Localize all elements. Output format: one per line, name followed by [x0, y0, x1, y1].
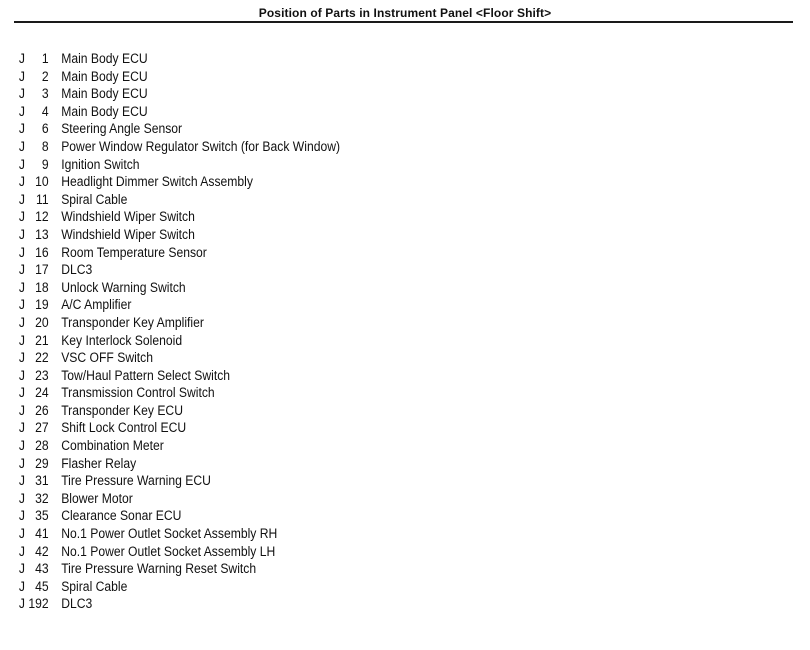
- connector-number: 26: [35, 402, 49, 418]
- part-name: Main Body ECU: [61, 51, 148, 66]
- connector-number: 10: [35, 174, 49, 190]
- part-name: Windshield Wiper Switch: [61, 209, 195, 225]
- connector-number: 20: [35, 314, 49, 330]
- title-divider: [14, 21, 793, 23]
- connector-number: 13: [35, 226, 49, 242]
- part-name: Unlock Warning Switch: [61, 279, 186, 295]
- connector-number: 11: [35, 191, 49, 207]
- connector-number: 18: [35, 279, 49, 295]
- part-name: Blower Motor: [61, 490, 133, 506]
- connector-number: 23: [35, 367, 49, 383]
- part-name: Windshield Wiper Switch: [61, 226, 195, 242]
- part-name: Clearance Sonar ECU: [61, 508, 182, 524]
- part-name: Spiral Cable: [61, 578, 128, 594]
- connector-prefix: J: [18, 578, 25, 594]
- connector-number: 192: [28, 596, 49, 612]
- part-name: Key Interlock Solenoid: [61, 332, 183, 348]
- connector-number: 1: [41, 51, 49, 66]
- connector-prefix: J: [18, 297, 25, 313]
- part-name: DLC3: [61, 596, 93, 612]
- connector-prefix: J: [18, 385, 25, 401]
- connector-number: 22: [35, 350, 49, 366]
- part-name: Main Body ECU: [61, 68, 148, 84]
- connector-prefix: J: [18, 68, 25, 84]
- part-name: No.1 Power Outlet Socket Assembly RH: [61, 526, 278, 542]
- connector-prefix: J: [18, 596, 25, 612]
- connector-prefix: J: [18, 209, 25, 225]
- connector-number: 29: [35, 455, 49, 471]
- connector-number: 3: [41, 86, 49, 102]
- connector-prefix: J: [18, 138, 25, 154]
- connector-number: 19: [35, 297, 49, 313]
- connector-prefix: J: [18, 473, 25, 489]
- part-name: Transponder Key ECU: [61, 402, 183, 418]
- connector-number: 17: [35, 262, 49, 278]
- part-name: Room Temperature Sensor: [61, 244, 207, 260]
- connector-number: 35: [35, 508, 49, 524]
- part-name: VSC OFF Switch: [61, 350, 154, 366]
- page-title: Position of Parts in Instrument Panel <Floor Shift>: [258, 6, 552, 20]
- part-name: No.1 Power Outlet Socket Assembly LH: [61, 543, 276, 559]
- connector-prefix: J: [18, 332, 25, 348]
- part-name: Main Body ECU: [61, 86, 148, 102]
- part-name: Transponder Key Amplifier: [61, 314, 204, 330]
- part-name: DLC3: [61, 262, 93, 278]
- part-name: Tire Pressure Warning ECU: [61, 473, 211, 489]
- connector-prefix: J: [18, 526, 25, 542]
- connector-prefix: J: [18, 244, 25, 260]
- connector-number: 8: [41, 138, 49, 154]
- connector-number: 4: [41, 103, 49, 119]
- connector-prefix: J: [18, 279, 25, 295]
- connector-number: 28: [35, 438, 49, 454]
- part-name: Transmission Control Switch: [61, 385, 215, 401]
- connector-prefix: J: [18, 508, 25, 524]
- part-name: Shift Lock Control ECU: [61, 420, 187, 436]
- connector-number: 41: [35, 526, 49, 542]
- connector-number: 31: [35, 473, 49, 489]
- connector-prefix: J: [18, 156, 25, 172]
- connector-number: 6: [41, 121, 49, 137]
- connector-prefix: J: [18, 367, 25, 383]
- connector-prefix: J: [18, 86, 25, 102]
- connector-prefix: J: [18, 174, 25, 190]
- connector-number: 42: [35, 543, 49, 559]
- part-name: Steering Angle Sensor: [61, 121, 183, 137]
- connector-prefix: J: [18, 561, 25, 577]
- connector-number: 27: [35, 420, 49, 436]
- part-name: Ignition Switch: [61, 156, 140, 172]
- connector-number: 32: [35, 490, 49, 506]
- part-name: Combination Meter: [61, 438, 164, 454]
- connector-prefix: J: [18, 103, 25, 119]
- connector-number: 45: [35, 578, 49, 594]
- connector-prefix: J: [18, 314, 25, 330]
- connector-prefix: J: [18, 402, 25, 418]
- connector-number: 12: [35, 209, 49, 225]
- connector-prefix: J: [18, 350, 25, 366]
- connector-prefix: J: [18, 121, 25, 137]
- connector-prefix: J: [18, 438, 25, 454]
- part-name: Spiral Cable: [61, 191, 128, 207]
- connector-prefix: J: [18, 262, 25, 278]
- connector-number: 16: [35, 244, 49, 260]
- connector-number: 21: [35, 332, 49, 348]
- connector-number: 2: [41, 68, 49, 84]
- connector-number: 43: [35, 561, 49, 577]
- part-name: Tow/Haul Pattern Select Switch: [61, 367, 231, 383]
- part-name: Main Body ECU: [61, 103, 148, 119]
- connector-number: 9: [41, 156, 49, 172]
- connector-prefix: J: [18, 191, 25, 207]
- part-name: Power Window Regulator Switch (for Back Window): [61, 138, 341, 154]
- part-name: Flasher Relay: [61, 455, 137, 471]
- connector-prefix: J: [18, 455, 25, 471]
- connector-prefix: J: [18, 543, 25, 559]
- part-name: A/C Amplifier: [61, 297, 132, 313]
- connector-prefix: J: [18, 420, 25, 436]
- connector-prefix: J: [18, 51, 25, 66]
- connector-prefix: J: [18, 226, 25, 242]
- connector-number: 24: [35, 385, 49, 401]
- part-name: Tire Pressure Warning Reset Switch: [61, 561, 257, 577]
- connector-prefix: J: [18, 490, 25, 506]
- part-name: Headlight Dimmer Switch Assembly: [61, 174, 253, 190]
